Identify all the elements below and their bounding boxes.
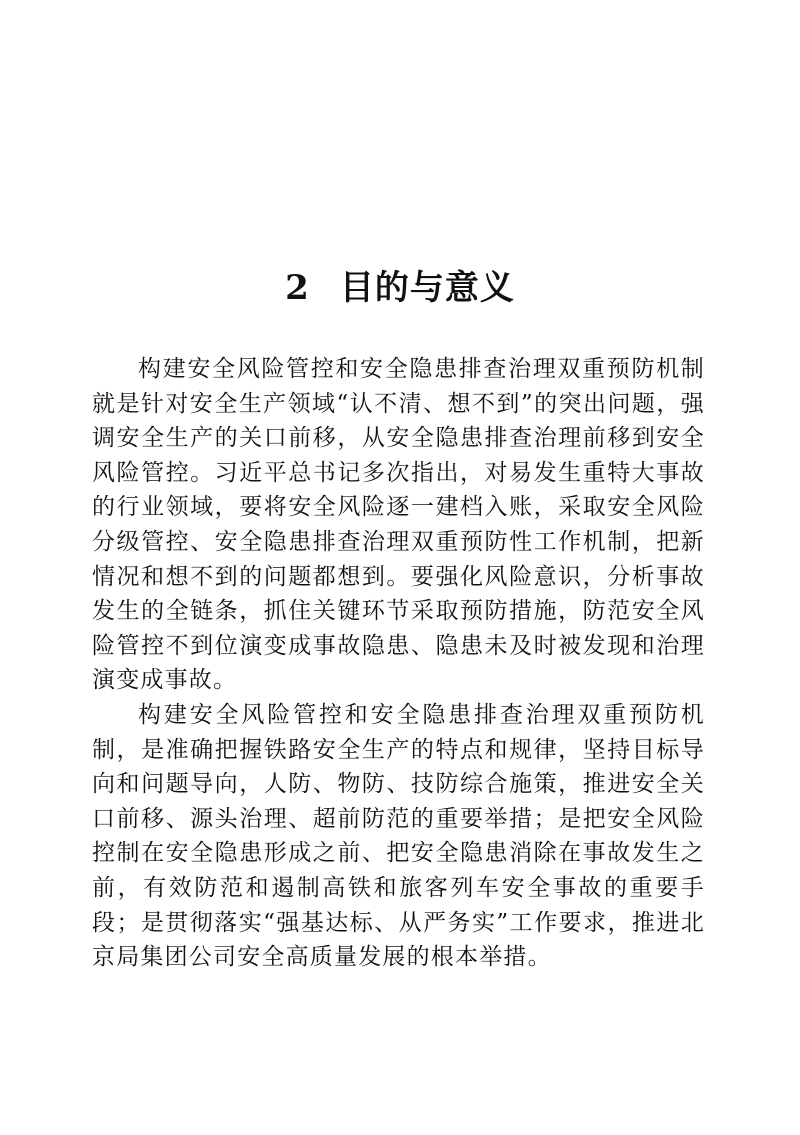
section-title: 目的与意义: [339, 268, 515, 308]
paragraph-1: 构建安全风险管控和安全隐患排查治理双重预防机制就是针对安全生产领域“认不清、想不到”的突出问题，强调安全生产的关口前移，从安全隐患排查治理前移到安全风险管控。习近平总书记多次指出，对易发生重特大事故的行业领域，要将安全风险逐一建档入账，采取安全风险分级管控、安全隐患排查治理双重预防性工作机制，把新情况和想不到的问题都想到。要强化风险意识，分析事故发生的全链条，抓住关键环节采取预防措施，防范安全风险管控不到位演变成事故隐患、隐患未及时被发现和治理演变成事故。: [92, 356, 705, 694]
body-text: [92, 352, 705, 975]
section-number: 2: [285, 268, 310, 308]
paragraph-2: 构建安全风险管控和安全隐患排查治理双重预防机制，是准确把握铁路安全生产的特点和规律，坚持目标导向和问题导向，人防、物防、技防综合施策，推进安全关口前移、源头治理、超前防范的重要举措；是把安全风险控制在安全隐患形成之前、把安全隐患消除在事故发生之前，有效防范和遏制高铁和旅客列车安全事故的重要手段；是贯彻落实“强基达标、从严务实”工作要求，推进北京局集团公司安全高质量发展的根本举措。: [92, 701, 705, 971]
section-heading: [0, 264, 800, 312]
